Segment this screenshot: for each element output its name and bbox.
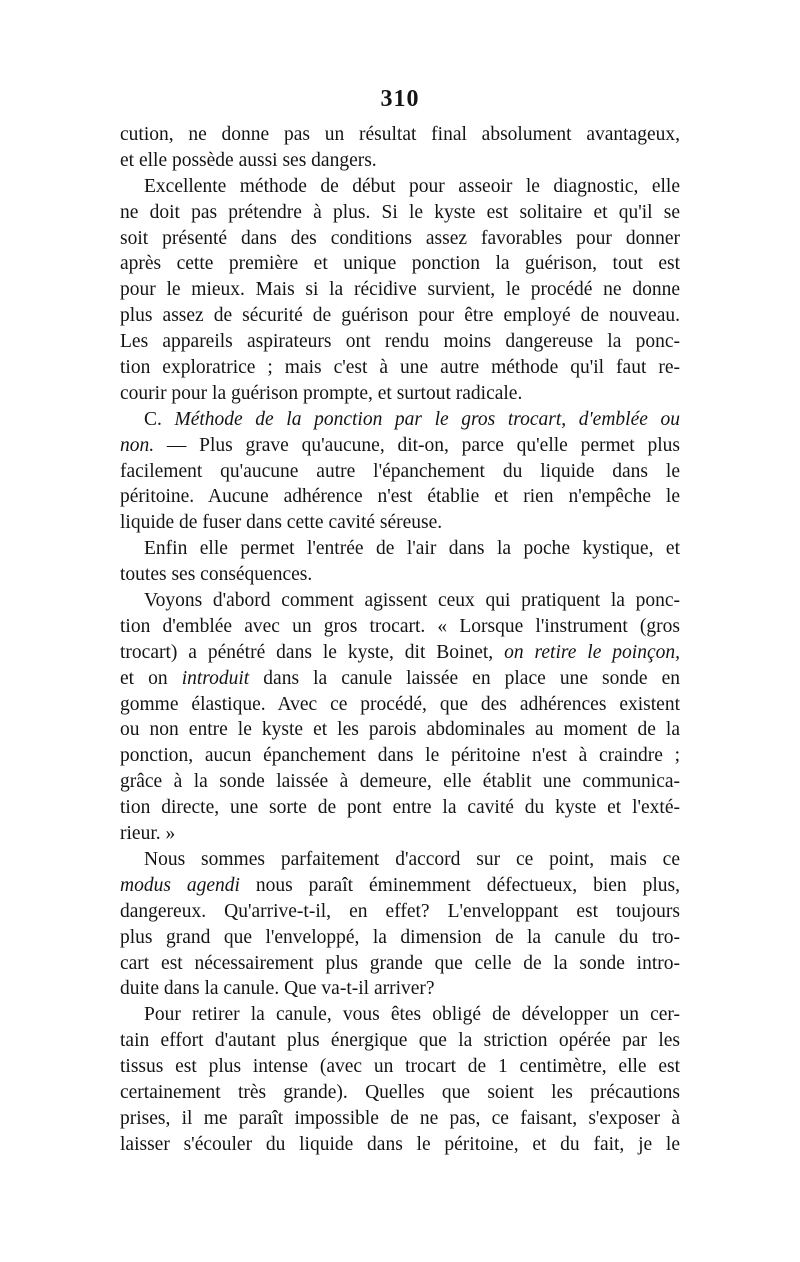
text-line: toutes ses conséquences.: [120, 564, 313, 586]
text-segment: nous paraît éminemment défectueux, bien plus,: [239, 874, 680, 896]
text-line: facilement qu'aucune autre l'épanchement du liquide dans le: [120, 460, 680, 482]
text-line: tion exploratrice ; mais c'est à une autre méthode qu'il faut re-: [120, 357, 680, 379]
text-line: grâce à la sonde laissée à demeure, elle établit une communica-: [120, 771, 680, 793]
text-line: gomme élastique. Avec ce procédé, que des adhérences existent: [120, 693, 680, 715]
text-line: prises, il me paraît impossible de ne pas, ce faisant, s'exposer à: [120, 1107, 680, 1129]
text-line: ponction, aucun épanchement dans le péritoine n'est à craindre ;: [120, 745, 680, 767]
text-line: tion d'emblée avec un gros trocart. « Lorsque l'instrument (gros: [120, 615, 680, 637]
text-line: tain effort d'autant plus énergique que la striction opérée par les: [120, 1030, 680, 1052]
section-heading-line: [120, 407, 680, 433]
text-line: Voyons d'abord comment agissent ceux qui pratiquent la ponc-: [144, 590, 680, 612]
text-segment: dans la canule laissée en place une sonde en: [249, 667, 680, 689]
text-line: [120, 433, 680, 459]
text-line: ne doit pas prétendre à plus. Si le kyste est solitaire et qu'il se: [120, 201, 680, 223]
text-line: [120, 640, 680, 666]
italic-phrase: modus agendi: [120, 874, 240, 896]
text-line: liquide de fuser dans cette cavité séreuse.: [120, 512, 443, 534]
text-line: péritoine. Aucune adhérence n'est établie et rien n'empêche le: [120, 486, 680, 508]
italic-word: introduit: [181, 667, 250, 689]
italic-phrase: on retire le poinçon,: [504, 641, 681, 663]
text-line: cution, ne donne pas un résultat final absolument avantageux,: [120, 124, 680, 145]
body-text: [120, 122, 680, 1158]
text-line: plus grand que l'enveloppé, la dimension de la canule du tro-: [120, 926, 680, 948]
text-segment: — Plus grave qu'aucune, dit-on, parce qu'elle permet plus: [154, 434, 680, 456]
text-line: duite dans la canule. Que va-t-il arriver?: [120, 978, 435, 1000]
text-line: [120, 666, 680, 692]
text-line: rieur. »: [120, 823, 176, 845]
text-segment: et on: [120, 667, 182, 689]
page-number: 310: [380, 86, 420, 112]
text-line: soit présenté dans des conditions assez favorables pour donner: [120, 227, 680, 249]
text-line: plus assez de sécurité de guérison pour être employé de nouveau.: [120, 305, 680, 327]
text-line: Nous sommes parfaitement d'accord sur ce point, mais ce: [144, 848, 680, 870]
text-line: tion directe, une sorte de pont entre la cavité du kyste et l'exté-: [120, 797, 680, 819]
section-title: Méthode de la ponction par le gros trocart, d'emblée ou: [174, 408, 680, 430]
text-line: après cette première et unique ponction la guérison, tout est: [120, 253, 680, 275]
text-line: cart est nécessairement plus grande que celle de la sonde intro-: [120, 952, 680, 974]
text-line: pour le mieux. Mais si la récidive survient, le procédé ne donne: [120, 279, 680, 301]
text-line: ou non entre le kyste et les parois abdominales au moment de la: [120, 719, 680, 741]
text-line: [120, 873, 680, 899]
text-line: tissus est plus intense (avec un trocart de 1 centimètre, elle est: [120, 1056, 680, 1078]
text-line: certainement très grande). Quelles que soient les précautions: [120, 1081, 680, 1103]
text-line: et elle possède aussi ses dangers.: [120, 149, 377, 171]
text-line: Enfin elle permet l'entrée de l'air dans la poche kystique, et: [144, 538, 680, 560]
text-line: Pour retirer la canule, vous êtes obligé de développer un cer-: [144, 1004, 680, 1026]
section-title-end: non.: [120, 434, 155, 456]
text-line: dangereux. Qu'arrive-t-il, en effet? L'enveloppant est toujours: [120, 900, 680, 922]
text-line: courir pour la guérison prompte, et surtout radicale.: [120, 382, 523, 404]
text-segment: trocart) a pénétré dans le kyste, dit Boinet,: [120, 641, 505, 663]
text-line: laisser s'écouler du liquide dans le péritoine, et du fait, je le: [120, 1133, 680, 1155]
text-line: Excellente méthode de début pour asseoir le diagnostic, elle: [144, 175, 680, 197]
text-line: Les appareils aspirateurs ont rendu moins dangereuse la ponc-: [120, 331, 680, 353]
section-letter: C.: [144, 408, 175, 430]
